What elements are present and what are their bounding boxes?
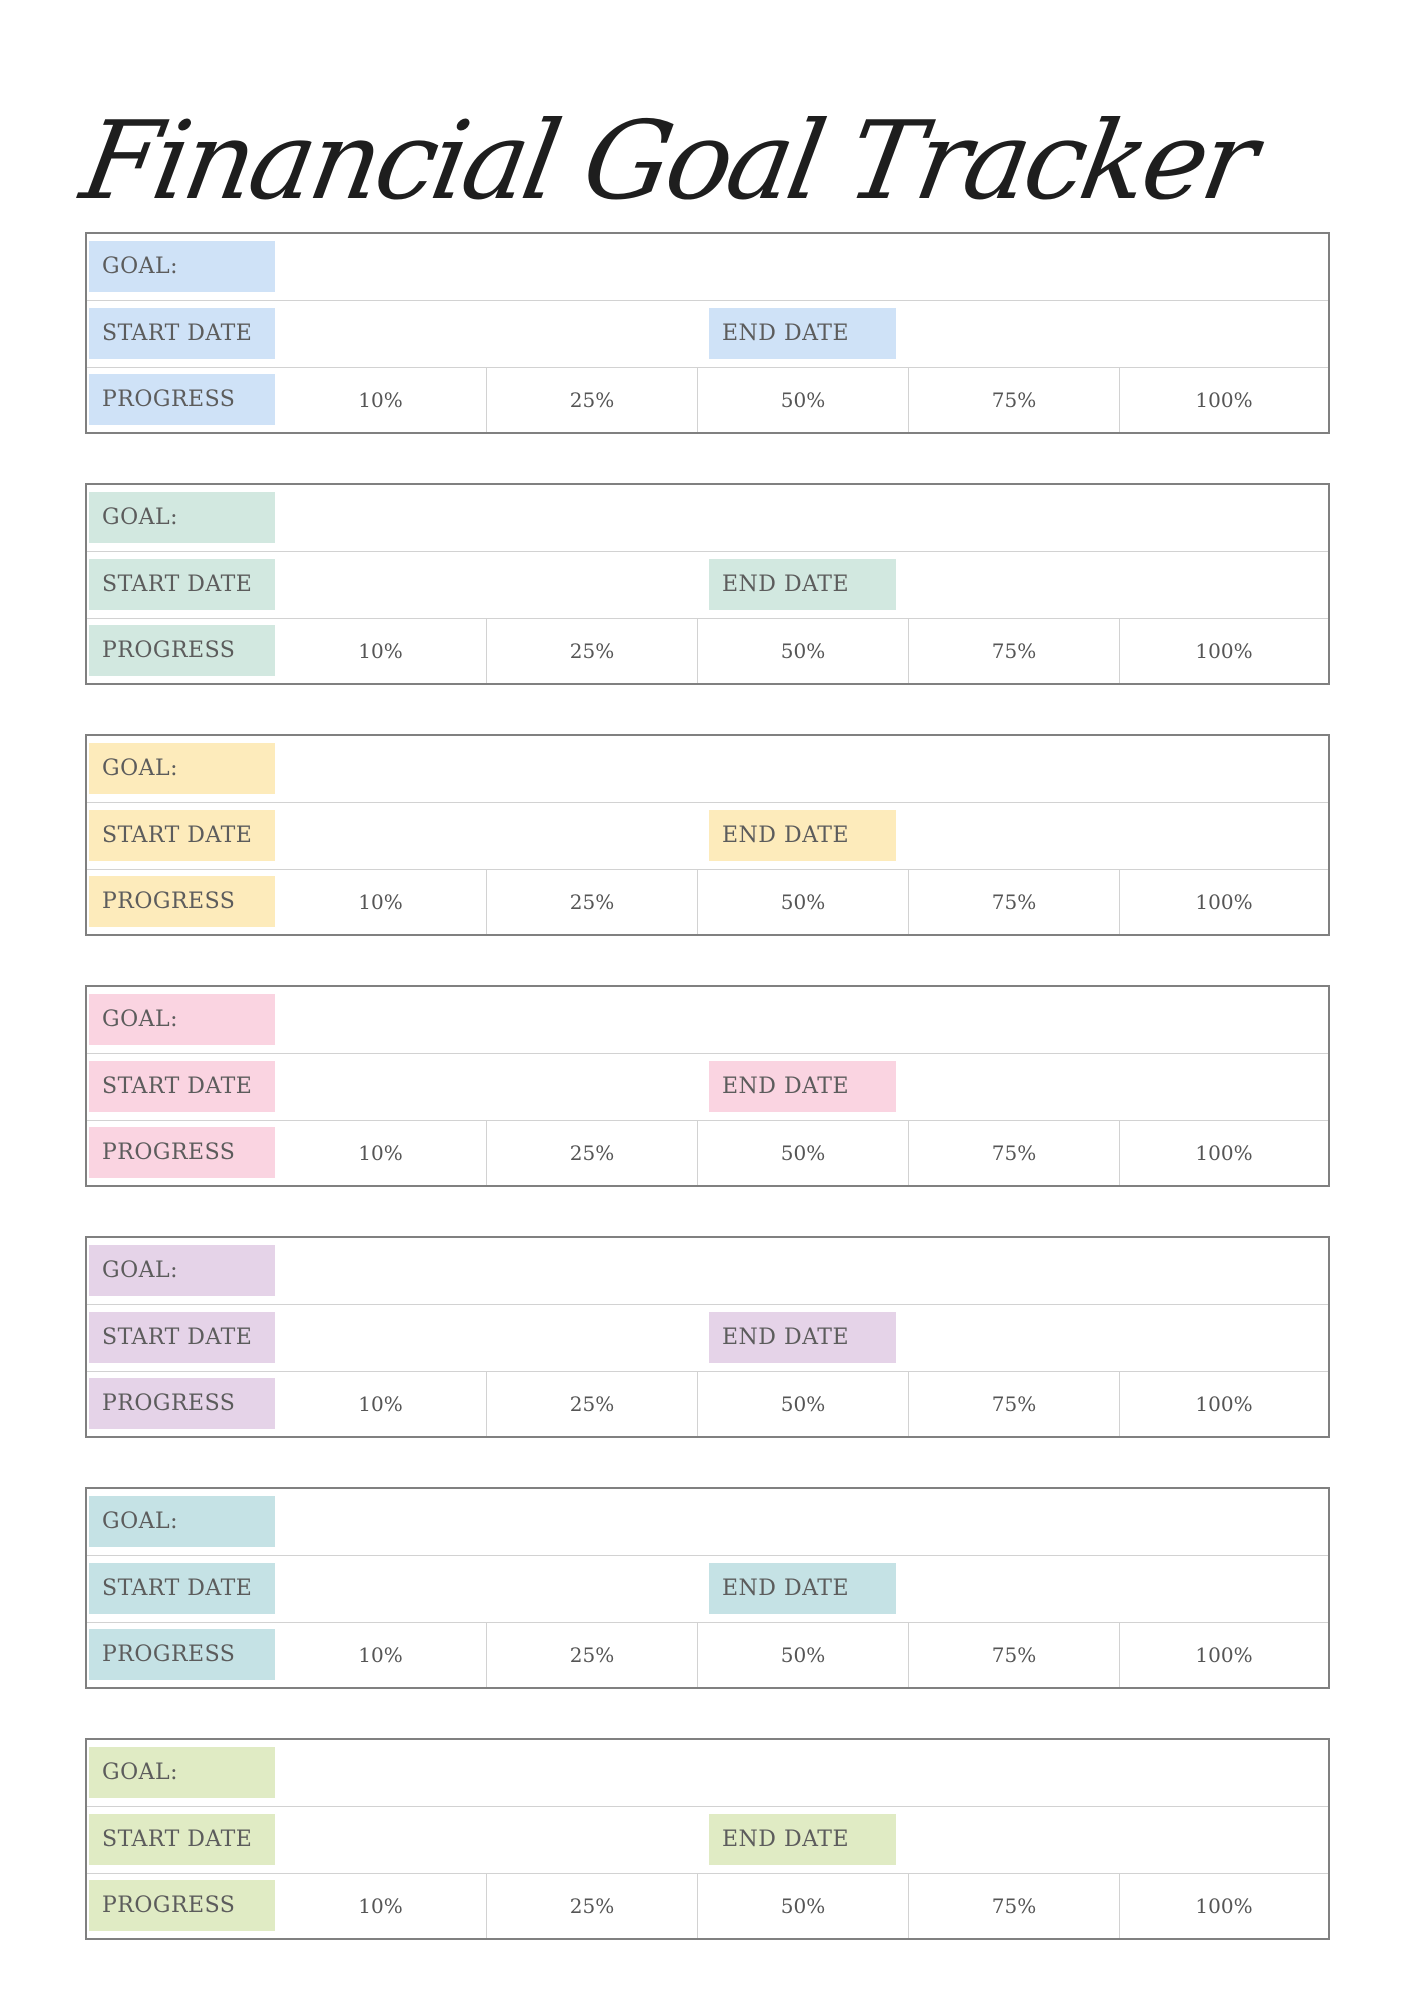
end-date-label: END DATE bbox=[709, 1061, 896, 1112]
progress-step-cell[interactable]: 50% bbox=[697, 870, 908, 934]
progress-step-cell[interactable]: 100% bbox=[1119, 368, 1328, 432]
progress-label: PROGRESS bbox=[89, 1127, 275, 1178]
progress-step-cell[interactable]: 75% bbox=[908, 870, 1119, 934]
progress-step-cell[interactable]: 10% bbox=[358, 890, 403, 914]
goal-block bbox=[85, 985, 1330, 1187]
start-date-label: START DATE bbox=[89, 1563, 275, 1614]
goal-block bbox=[85, 232, 1330, 434]
progress-step-cell[interactable]: 75% bbox=[908, 1874, 1119, 1938]
end-date-label: END DATE bbox=[709, 1814, 896, 1865]
progress-step-cell[interactable]: 100% bbox=[1119, 870, 1328, 934]
progress-step-cell[interactable]: 50% bbox=[697, 368, 908, 432]
end-date-label: END DATE bbox=[709, 1312, 896, 1363]
start-date-label: START DATE bbox=[89, 308, 275, 359]
date-row[interactable] bbox=[87, 1054, 1328, 1121]
progress-label: PROGRESS bbox=[89, 625, 275, 676]
progress-row bbox=[87, 1623, 1328, 1687]
start-date-label: START DATE bbox=[89, 559, 275, 610]
goal-row[interactable] bbox=[87, 736, 1328, 803]
progress-label: PROGRESS bbox=[89, 1880, 275, 1931]
goal-block bbox=[85, 1487, 1330, 1689]
goal-row[interactable] bbox=[87, 485, 1328, 552]
goal-row[interactable] bbox=[87, 987, 1328, 1054]
start-date-label: START DATE bbox=[89, 1061, 275, 1112]
progress-step-cell[interactable]: 25% bbox=[486, 1874, 697, 1938]
goal-label: GOAL: bbox=[89, 1496, 275, 1547]
date-row[interactable] bbox=[87, 301, 1328, 368]
goal-label: GOAL: bbox=[89, 492, 275, 543]
progress-step-cell[interactable]: 100% bbox=[1119, 1623, 1328, 1687]
progress-step-cell[interactable]: 100% bbox=[1119, 1874, 1328, 1938]
date-row[interactable] bbox=[87, 1556, 1328, 1623]
progress-step-cell[interactable]: 10% bbox=[358, 388, 403, 412]
start-date-label: START DATE bbox=[89, 1312, 275, 1363]
goal-label: GOAL: bbox=[89, 241, 275, 292]
end-date-label: END DATE bbox=[709, 559, 896, 610]
progress-row bbox=[87, 1874, 1328, 1938]
page-title: Financial Goal Tracker bbox=[73, 99, 1263, 224]
progress-step-cell[interactable]: 75% bbox=[908, 1372, 1119, 1436]
goal-block bbox=[85, 1738, 1330, 1940]
progress-step-cell[interactable]: 75% bbox=[908, 1121, 1119, 1185]
progress-label: PROGRESS bbox=[89, 1378, 275, 1429]
date-row[interactable] bbox=[87, 1305, 1328, 1372]
goal-label: GOAL: bbox=[89, 1245, 275, 1296]
progress-step-cell[interactable]: 25% bbox=[486, 619, 697, 683]
progress-step-cell[interactable]: 50% bbox=[697, 1623, 908, 1687]
progress-label: PROGRESS bbox=[89, 876, 275, 927]
progress-step-cell[interactable]: 10% bbox=[358, 1392, 403, 1416]
end-date-label: END DATE bbox=[709, 1563, 896, 1614]
progress-row bbox=[87, 619, 1328, 683]
progress-row bbox=[87, 870, 1328, 934]
end-date-label: END DATE bbox=[709, 308, 896, 359]
goal-label: GOAL: bbox=[89, 1747, 275, 1798]
progress-step-cell[interactable]: 100% bbox=[1119, 1372, 1328, 1436]
progress-step-cell[interactable]: 25% bbox=[486, 1121, 697, 1185]
date-row[interactable] bbox=[87, 803, 1328, 870]
goal-label: GOAL: bbox=[89, 743, 275, 794]
progress-row bbox=[87, 1121, 1328, 1185]
progress-step-cell[interactable]: 50% bbox=[697, 1121, 908, 1185]
goal-row[interactable] bbox=[87, 1740, 1328, 1807]
progress-step-cell[interactable]: 100% bbox=[1119, 619, 1328, 683]
progress-step-cell[interactable]: 25% bbox=[486, 1623, 697, 1687]
goal-row[interactable] bbox=[87, 234, 1328, 301]
progress-step-cell[interactable]: 25% bbox=[486, 870, 697, 934]
progress-step-cell[interactable]: 10% bbox=[358, 1894, 403, 1918]
progress-label: PROGRESS bbox=[89, 374, 275, 425]
progress-row bbox=[87, 1372, 1328, 1436]
progress-step-cell[interactable]: 50% bbox=[697, 1372, 908, 1436]
goal-block bbox=[85, 734, 1330, 936]
progress-step-cell[interactable]: 50% bbox=[697, 1874, 908, 1938]
start-date-label: START DATE bbox=[89, 810, 275, 861]
goal-label: GOAL: bbox=[89, 994, 275, 1045]
progress-row bbox=[87, 368, 1328, 432]
progress-step-cell[interactable]: 75% bbox=[908, 619, 1119, 683]
date-row[interactable] bbox=[87, 1807, 1328, 1874]
progress-step-cell[interactable]: 75% bbox=[908, 368, 1119, 432]
goal-block bbox=[85, 1236, 1330, 1438]
progress-label: PROGRESS bbox=[89, 1629, 275, 1680]
goal-row[interactable] bbox=[87, 1238, 1328, 1305]
progress-step-cell[interactable]: 50% bbox=[697, 619, 908, 683]
goal-row[interactable] bbox=[87, 1489, 1328, 1556]
progress-step-cell[interactable]: 10% bbox=[358, 1643, 403, 1667]
progress-step-cell[interactable]: 25% bbox=[486, 1372, 697, 1436]
progress-step-cell[interactable]: 10% bbox=[358, 639, 403, 663]
end-date-label: END DATE bbox=[709, 810, 896, 861]
goal-block bbox=[85, 483, 1330, 685]
date-row[interactable] bbox=[87, 552, 1328, 619]
progress-step-cell[interactable]: 100% bbox=[1119, 1121, 1328, 1185]
progress-step-cell[interactable]: 75% bbox=[908, 1623, 1119, 1687]
progress-step-cell[interactable]: 25% bbox=[486, 368, 697, 432]
progress-step-cell[interactable]: 10% bbox=[358, 1141, 403, 1165]
start-date-label: START DATE bbox=[89, 1814, 275, 1865]
